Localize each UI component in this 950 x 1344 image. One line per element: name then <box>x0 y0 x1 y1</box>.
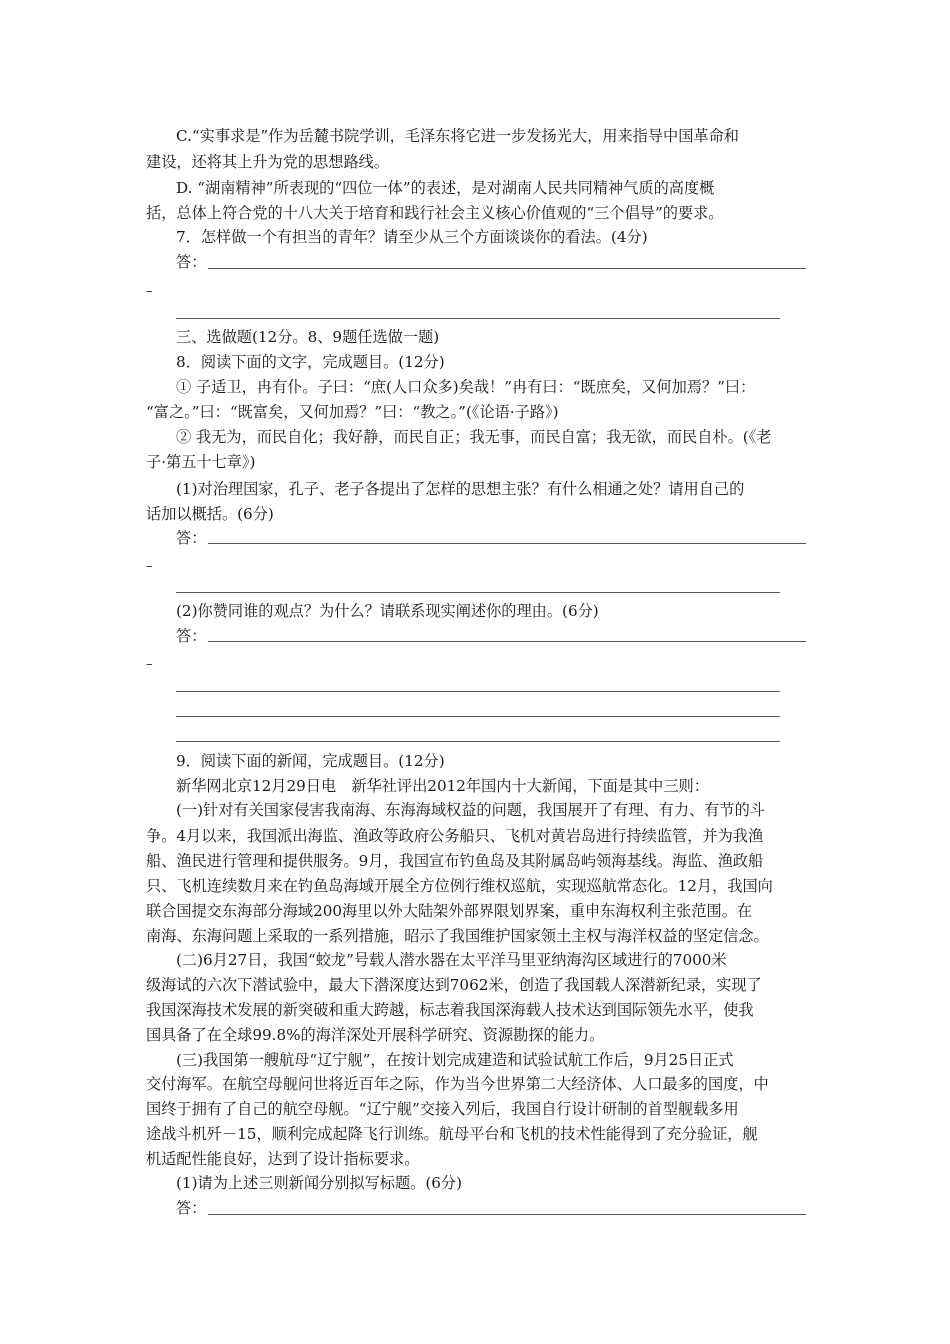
answer-line[interactable] <box>208 268 806 269</box>
answer-label-q7: 答： <box>176 253 207 271</box>
section-3-heading: 三、选做题(12分。8、9题任选做一题) <box>176 328 440 346</box>
option-c-line-1: C.“实事求是”作为岳麓书院学训，毛泽东将它进一步发扬光大，用来指导中国革命和 <box>176 127 739 145</box>
answer-line[interactable] <box>176 318 780 319</box>
q8-sub-2: (2)你赞同谁的观点？为什么？请联系现实阐述你的理由。(6分) <box>176 602 599 620</box>
q9-news-1-line-6: 南海、东海问题上采取的一系列措施，昭示了我国维护国家领土主权与海洋权益的坚定信念。 <box>146 927 769 945</box>
answer-line[interactable] <box>176 716 780 717</box>
q9-news-2-line-1: (二)6月27日，我国“蛟龙”号载人潜水器在太平洋马里亚纳海沟区域进行的7000米 <box>176 951 727 969</box>
option-d-line-1: D. “湖南精神”所表现的“四位一体”的表述，是对湖南人民共同精神气质的高度概 <box>176 179 715 197</box>
answer-line[interactable] <box>208 641 806 642</box>
dash-mark: – <box>146 284 153 299</box>
q8-sub-1-line-1: (1)对治理国家，孔子、老子各提出了怎样的思想主张？有什么相通之处？请用自己的 <box>176 480 745 498</box>
q8-passage-1-line-2: “富之。”曰：“既富矣，又何加焉？”曰：“教之。”(《论语·子路》) <box>146 403 559 421</box>
q9-news-2-line-3: 我国深海技术发展的新突破和重大跨越，标志着我国深海载人技术达到国际领先水平，使我 <box>146 1001 754 1019</box>
answer-label-q8-1: 答： <box>176 529 207 547</box>
option-d-line-2: 括，总体上符合党的十八大关于培育和践行社会主义核心价值观的“三个倡导”的要求。 <box>146 204 724 222</box>
q9-news-3-line-4: 途战斗机歼－15，顺利完成起降飞行训练。航母平台和飞机的技术性能得到了充分验证，舰 <box>146 1125 758 1143</box>
q9-news-3-line-3: 国终于拥有了自己的航空母舰。“辽宁舰”交接入列后，我国自行设计研制的首型舰载多用 <box>146 1100 739 1118</box>
q9-news-2-line-2: 级海试的六次下潜试验中，最大下潜深度达到7062米，创造了我国载人深潜新纪录，实现了 <box>146 976 762 994</box>
q9-sub-1: (1)请为上述三则新闻分别拟写标题。(6分) <box>176 1174 463 1192</box>
question-8-title: 8．阅读下面的文字，完成题目。(12分) <box>176 353 445 371</box>
q9-news-1-line-4: 只、飞机连续数月来在钓鱼岛海域开展全方位例行维权巡航，实现巡航常态化。12月，我国向 <box>146 877 773 895</box>
q8-passage-2-line-1: ② 我无为，而民自化；我好静，而民自正；我无事，而民自富；我无欲，而民自朴。(《老 <box>176 428 772 446</box>
q9-intro: 新华网北京12月29日电 新华社评出2012年国内十大新闻，下面是其中三则： <box>176 777 709 795</box>
q9-news-1-line-3: 船、渔民进行管理和提供服务。9月，我国宣布钓鱼岛及其附属岛屿领海基线。海监、渔政船 <box>146 852 764 870</box>
q9-news-1-line-5: 联合国提交东海部分海域200海里以外大陆架外部界限划界案，重申东海权利主张范围。在 <box>146 902 753 920</box>
option-c-line-2: 建设，还将其上升为党的思想路线。 <box>146 153 389 171</box>
dash-mark: – <box>146 559 153 574</box>
q8-passage-1-line-1: ① 子适卫，冉有仆。子曰：“庶(人口众多)矣哉！”冉有曰：“既庶矣，又何加焉？”曰： <box>176 378 756 396</box>
answer-line[interactable] <box>208 1214 806 1215</box>
q9-news-3-line-5: 机适配性能良好，达到了设计指标要求。 <box>146 1150 420 1168</box>
q8-passage-2-line-2: 子·第五十七章》) <box>146 453 256 471</box>
question-9-title: 9．阅读下面的新闻，完成题目。(12分) <box>176 752 445 770</box>
dash-mark: – <box>146 657 153 672</box>
q9-news-2-line-4: 国具备了在全球99.8%的海洋深处开展科学研究、资源勘探的能力。 <box>146 1026 605 1044</box>
question-7: 7．怎样做一个有担当的青年？请至少从三个方面谈谈你的看法。(4分) <box>176 228 648 246</box>
answer-label-q8-2: 答： <box>176 627 207 645</box>
answer-line[interactable] <box>208 543 806 544</box>
answer-line[interactable] <box>176 691 780 692</box>
q9-news-1-line-2: 争。4月以来，我国派出海监、渔政等政府公务船只、飞机对黄岩岛进行持续监管，并为我渔 <box>146 827 764 845</box>
q8-sub-1-line-2: 话加以概括。(6分) <box>146 505 274 523</box>
q9-news-3-line-1: (三)我国第一艘航母“辽宁舰”，在按计划完成建造和试验试航工作后，9月25日正式 <box>176 1051 734 1069</box>
answer-label-q9-1: 答： <box>176 1199 207 1217</box>
answer-line[interactable] <box>176 741 780 742</box>
q9-news-1-line-1: (一)针对有关国家侵害我南海、东海海域权益的问题，我国展开了有理、有力、有节的斗 <box>176 801 765 819</box>
answer-line[interactable] <box>176 592 780 593</box>
q9-news-3-line-2: 交付海军。在航空母舰问世将近百年之际，作为当今世界第二大经济体、人口最多的国度，中 <box>146 1075 769 1093</box>
